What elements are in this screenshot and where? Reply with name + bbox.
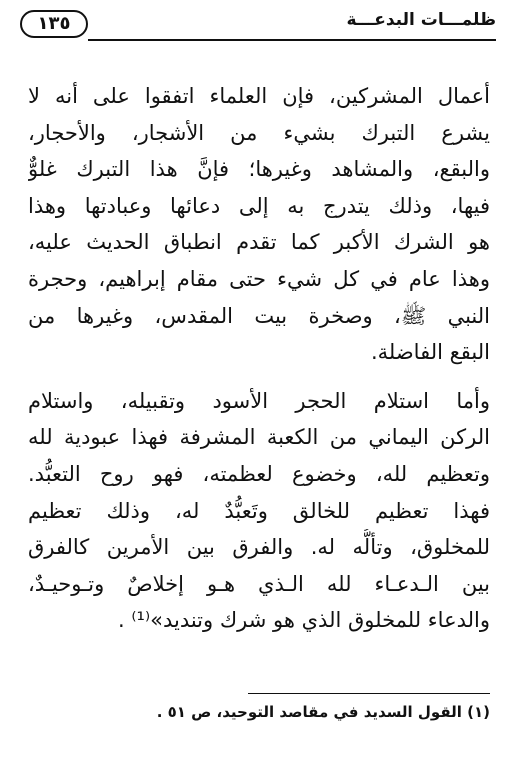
text-line: وأما استلام الحجر الأسود وتقبيله، واستلام xyxy=(28,388,490,413)
text-line: بين الـدعـاء لله الـذي هـو إخلاصٌ وتـوحيـدٌ، xyxy=(28,571,490,596)
footnote-rule xyxy=(248,693,490,694)
paragraph-2 xyxy=(28,383,490,639)
text-line: وهذا عام في كل شيء حتى مقام إبراهيم، وحجرة xyxy=(28,266,490,291)
text-line: والبقع، والمشاهد وغيرها؛ فإنَّ هذا التبرك غلوٌّ xyxy=(28,157,490,182)
paragraph-1 xyxy=(28,78,490,371)
page-number: ١٣٥ xyxy=(20,10,88,38)
text-line: النبي ﷺ، وصخرة بيت المقدس، وغيرها من xyxy=(28,303,490,328)
text-line: الركن اليماني من الكعبة المشرفة فهذا عبودية لله xyxy=(28,425,490,450)
text-line: البقع الفاضلة. xyxy=(370,340,490,365)
text-line: والدعاء للمخلوق الذي هو شرك وتنديد»⁽¹⁾ . xyxy=(118,608,490,633)
page-header xyxy=(20,8,496,42)
text-line: فهذا تعظيم للخالق وتَعبُّدٌ له، وذلك تعظيم xyxy=(28,498,490,523)
text-line: هو الشرك الأكبر كما تقدم انطباق الحديث عليه، xyxy=(28,230,490,255)
text-line: للمخلوق، وتألُّه له. والفرق بين الأمرين كالفرق xyxy=(28,535,490,560)
text-line: فيها، وذلك يتدرج به إلى دعائها وعبادتها وهذا xyxy=(28,193,490,218)
footnote: (١) القول السديد في مقاصد التوحيد، ص ٥١ . xyxy=(156,703,490,721)
text-line: أعمال المشركين، فإن العلماء اتفقوا على أنه لا xyxy=(28,84,490,108)
text-line: وتعظيم لله، وخضوع لعظمته، فهو روح التعبُّد. xyxy=(28,461,490,486)
running-title: ظلمـــات البدعـــة xyxy=(346,10,496,30)
page-body xyxy=(28,78,490,639)
header-rule xyxy=(88,39,496,41)
text-line: يشرع التبرك بشيء من الأشجار، والأحجار، xyxy=(28,120,490,145)
